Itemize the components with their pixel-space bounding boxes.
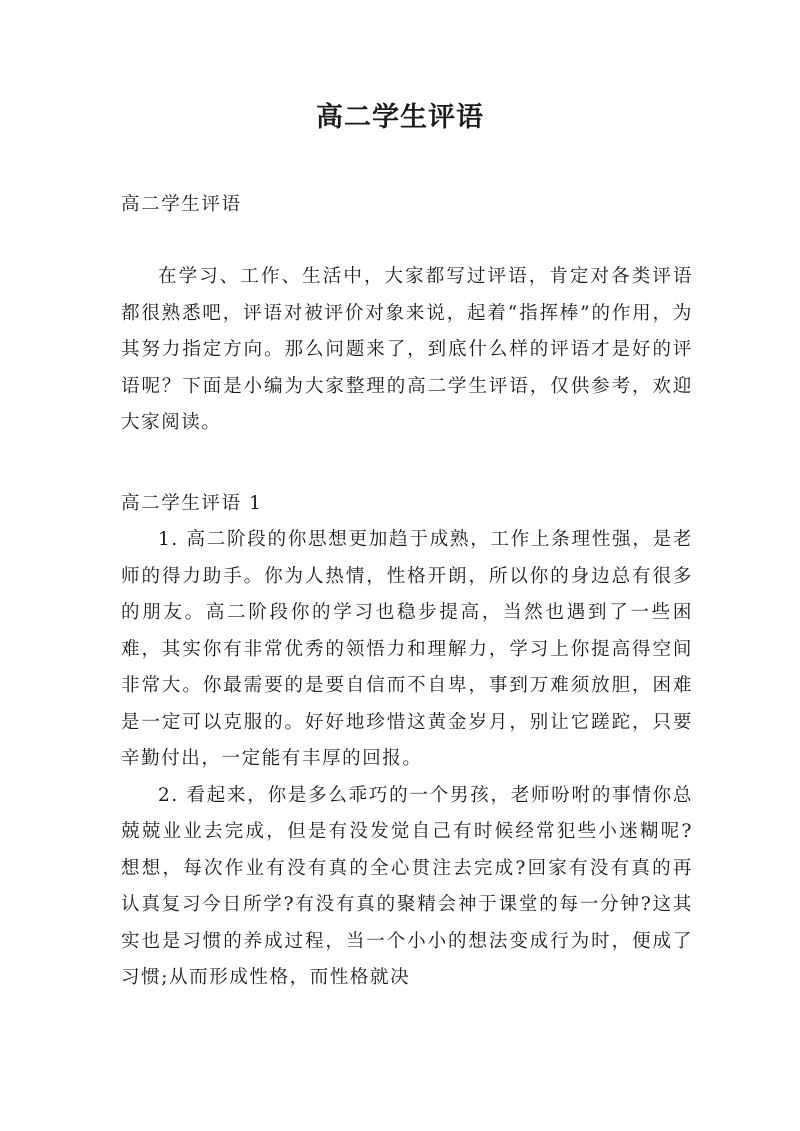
- document-title: 高二学生评语: [316, 102, 484, 133]
- comment-list: [121, 522, 693, 997]
- comment-item-2: 2. 看起来，你是多么乖巧的一个男孩，老师吩咐的事情你总兢兢业业去完成，但是有没发觉自己有时候经常犯些小迷糊呢?想想，每次作业有没有真的全心贯注去完成?回家有没有真的再认真复习今日所学?有没有真的聚精会神于课堂的每一分钟?这其实也是习惯的养成过程，当一个小小的想法变成行为时，便成了习惯;从而形成性格，而性格就决: [121, 784, 693, 988]
- section-heading: 高二学生评语 1: [121, 493, 263, 514]
- comment-item-1: 1. 高二阶段的你思想更加趋于成熟，工作上条理性强，是老师的得力助手。你为人热情，性格开朗，所以你的身边总有很多的朋友。高二阶段你的学习也稳步提高，当然也遇到了一些困难，其实你有非常优秀的领悟力和理解力，学习上你提高得空间非常大。你最需要的是要自信而不自卑，事到万难须放胆，困难是一定可以克服的。好好地珍惜这黄金岁月，别让它蹉跎，只要辛勤付出，一定能有丰厚的回报。: [121, 529, 693, 769]
- document-subtitle: 高二学生评语: [121, 194, 242, 215]
- intro-paragraph: 在学习、工作、生活中，大家都写过评语，肯定对各类评语都很熟悉吧，评语对被评价对象来说，起着“指挥棒”的作用，为其努力指定方向。那么问题来了，到底什么样的评语才是好的评语呢？下面是小编为大家整理的高二学生评语，仅供参考，欢迎大家阅读。: [121, 266, 693, 433]
